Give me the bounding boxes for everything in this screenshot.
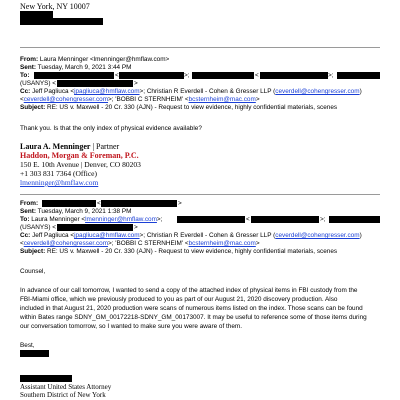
cc-email-link[interactable]: bcsternheim@mac.com (188, 96, 256, 103)
email1-usans (20, 80, 56, 88)
email1-cc (20, 88, 362, 96)
email1-sent (20, 64, 131, 72)
email2-to (20, 216, 162, 224)
cc-text: > (255, 240, 260, 247)
cc-text: < (20, 96, 24, 103)
signature-email-line (20, 178, 98, 187)
footer-office: Southern District of New York (20, 391, 106, 399)
email2-subject (20, 248, 337, 256)
sent-label: Sent: (20, 64, 36, 71)
subject-value: RE: US v. Maxwell - 20 Cr. 330 (AJN) - Request to view evidence, highly confidential materials, scenes (47, 248, 338, 255)
usans-label: (USANYS) < (20, 80, 57, 87)
angle-bracket: < (115, 72, 119, 79)
email2-paragraph-line: within Bates range SDNY_GM_00172218-SDNY_GM_00173007. It may be useful to reference some of those items during (20, 314, 367, 321)
angle-bracket: >; (320, 216, 326, 223)
cc-email-link[interactable]: ceverdell@cohengresser.com (275, 232, 360, 239)
sent-value: Tuesday, March 9, 2021 3:44 PM (37, 64, 132, 71)
redaction-block (337, 72, 380, 79)
redaction-block (57, 224, 133, 231)
to-label: To: (20, 216, 30, 223)
redaction-block (20, 11, 53, 18)
angle-bracket: < (97, 200, 101, 207)
cc-text: ) (359, 232, 362, 239)
email1-subject (20, 104, 337, 112)
angle-bracket: < (246, 216, 250, 223)
cc-email-link[interactable]: jpagliuca@hmflaw.com (74, 88, 140, 95)
cc-label: Cc: (20, 232, 31, 239)
angle-bracket: < (255, 72, 259, 79)
cc-text: < (20, 240, 24, 247)
sent-label: Sent: (20, 208, 36, 215)
subject-label: Subject: (20, 248, 46, 255)
cc-text: > (255, 96, 260, 103)
cc-name: >; Christian R Everdell - Cohen & Gresser LLP ( (139, 88, 276, 95)
from-label: From: (20, 200, 39, 207)
angle-bracket: > (178, 200, 182, 207)
signature-email-link[interactable]: lmenninger@hmflaw.com (20, 178, 99, 187)
redaction-block (177, 216, 245, 223)
angle-bracket: > (134, 224, 138, 231)
subject-label: Subject: (20, 104, 46, 111)
usans-label: (USANYS) < (20, 224, 57, 231)
cc-label: Cc: (20, 88, 31, 95)
from-label: From: (20, 56, 39, 63)
cc-email-link[interactable]: jpagliuca@hmflaw.com (74, 232, 140, 239)
cc-name: >; 'BOBBI C STERNHEIM' < (108, 240, 189, 247)
redaction-block (34, 72, 114, 79)
cc-name: >; 'BOBBI C STERNHEIM' < (108, 96, 189, 103)
email2-paragraph-line: included in that August 21, 2020 production were scans of numerous items listed on the index. Those scans can be found (20, 305, 363, 312)
angle-bracket: >; (328, 72, 334, 79)
footer-title: Assistant United States Attorney (20, 383, 112, 391)
cc-email-link[interactable]: ceverdell@cohengresser.com (23, 240, 109, 247)
header-address: New York, NY 10007 (20, 2, 90, 11)
cc-name: >; Christian R Everdell - Cohen & Gresser LLP ( (139, 232, 276, 239)
redaction-block (20, 375, 72, 382)
to-name: Laura Menninger < (31, 216, 86, 223)
email1-to (20, 72, 29, 80)
redaction-block (57, 80, 133, 87)
email2-paragraph-line: FBI-Miami office, which we previously produced to you as part of our August 21, 2020 discovery production. Also (20, 296, 338, 303)
signature-title: | Partner (90, 142, 120, 151)
cc-text: ) (359, 88, 362, 95)
redaction-block (42, 200, 96, 207)
cc-email-link[interactable]: ceverdell@cohengresser.com (23, 96, 109, 103)
email2-cc-line2 (20, 240, 260, 248)
email2-paragraph-line: our conversation tomorrow, so I wanted to make sure you were aware of them. (20, 323, 243, 330)
redaction-block (251, 216, 319, 223)
email1-from (20, 56, 169, 64)
separator-line (20, 194, 380, 195)
redaction-block (329, 216, 380, 223)
email2-cc (20, 232, 362, 240)
signature-address: 150 E. 10th Avenue | Denver, CO 80203 (20, 160, 141, 169)
email2-paragraph-line: In advance of our call tomorrow, I wanted to send a copy of the attached index of physical items in FBI custody from the (20, 287, 358, 294)
signature-name: Laura A. Menninger (20, 142, 91, 151)
redaction-block (20, 18, 103, 25)
redaction-block (260, 72, 328, 79)
subject-value: RE: US v. Maxwell - 20 Cr. 330 (AJN) - Request to view evidence, highly confidential materials, scenes (47, 104, 338, 111)
email2-greeting: Counsel, (20, 268, 46, 275)
cc-email-link[interactable]: bcsternheim@mac.com (188, 240, 256, 247)
sent-value: Tuesday, March 9, 2021 1:38 PM (37, 208, 132, 215)
redaction-block (192, 72, 254, 79)
to-label: To: (20, 72, 30, 79)
email1-body: Thank you. Is that the only index of physical evidence available? (20, 125, 202, 132)
from-value: Laura Menninger <lmenninger@hmflaw.com> (39, 56, 170, 63)
angle-bracket: >; (184, 72, 190, 79)
cc-name: Jeff Pagliuca < (32, 232, 75, 239)
email1-cc-line2 (20, 96, 260, 104)
to-text: >; (156, 216, 163, 223)
redaction-block (119, 72, 184, 79)
email2-sent (20, 208, 131, 216)
redaction-block (101, 200, 177, 207)
email2-usans (20, 224, 56, 232)
redaction-block (20, 350, 49, 357)
signature-firm: Haddon, Morgan & Foreman, P.C. (20, 151, 139, 160)
signature-name-line (20, 142, 119, 151)
separator-line (20, 47, 380, 48)
cc-email-link[interactable]: ceverdell@cohengresser.com (275, 88, 360, 95)
angle-bracket: > (134, 80, 138, 87)
email2-closing: Best, (20, 342, 35, 349)
email2-from (20, 200, 38, 208)
cc-name: Jeff Pagliuca < (32, 88, 75, 95)
to-email-link[interactable]: lmenninger@hmflaw.com (85, 216, 157, 223)
signature-phone: +1 303 831 7364 (Office) (20, 169, 97, 178)
